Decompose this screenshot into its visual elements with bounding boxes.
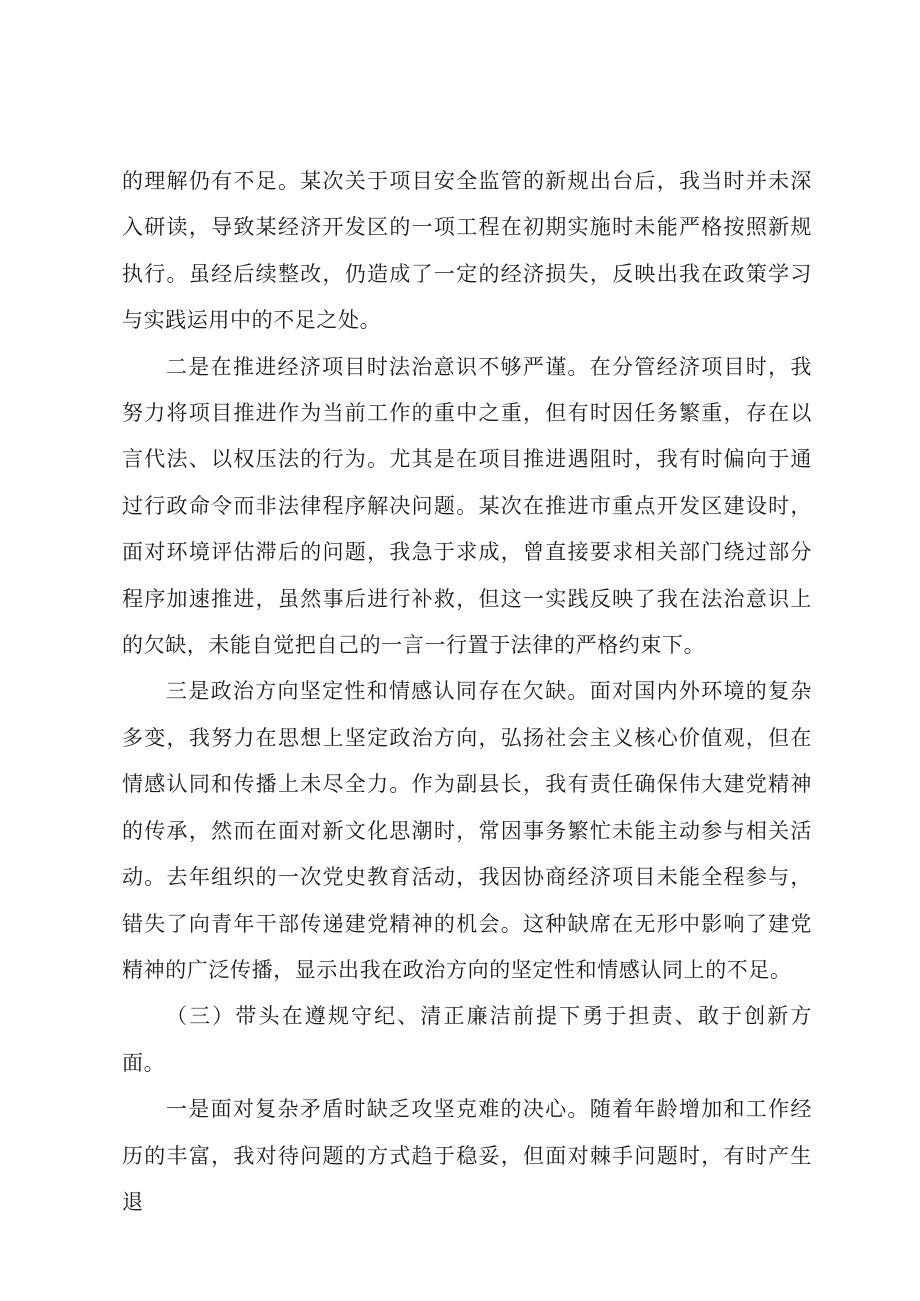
paragraph-continuation: 的理解仍有不足。某次关于项目安全监管的新规出台后，我当时并未深入研读，导致某经济开发区的一项工程在初期实施时未能严格按照新规执行。虽经后续整改，仍造成了一定的经济损失，反映出我在政策学习与实践运用中的不足之处。 bbox=[122, 169, 812, 333]
paragraph-point-three: 三是政治方向坚定性和情感认同存在欠缺。面对国内外环境的复杂多变，我努力在思想上坚定政治方向，弘扬社会主义核心价值观，但在情感认同和传播上未尽全力。作为副县长，我有责任确保伟大建党精神的传承，然而在面对新文化思潮时，常因事务繁忙未能主动参与相关活动。去年组织的一次党史教育活动，我因协商经济项目未能全程参与，错失了向青年干部传递建党精神的机会。这种缺席在无形中影响了建党精神的广泛传播，显示出我在政治方向的坚定性和情感认同上的不足。 bbox=[122, 679, 812, 982]
paragraph-point-one: 一是面对复杂矛盾时缺乏攻坚克难的决心。随着年龄增加和工作经历的丰富，我对待问题的方式趋于稳妥，但面对棘手问题时，有时产生退 bbox=[122, 1097, 812, 1214]
document-body bbox=[122, 158, 812, 1225]
section-heading-three: （三）带头在遵规守纪、清正廉洁前提下勇于担责、敢于创新方面。 bbox=[122, 1004, 812, 1075]
paragraph-point-two: 二是在推进经济项目时法治意识不够严谨。在分管经济项目时，我努力将项目推进作为当前工作的重中之重，但有时因任务繁重，存在以言代法、以权压法的行为。尤其是在项目推进遇阻时，我有时偏向于通过行政命令而非法律程序解决问题。某次在推进市重点开发区建设时，面对环境评估滞后的问题，我急于求成，曾直接要求相关部门绕过部分程序加速推进，虽然事后进行补救，但这一实践反映了我在法治意识上的欠缺，未能自觉把自己的一言一行置于法律的严格约束下。 bbox=[122, 354, 812, 658]
